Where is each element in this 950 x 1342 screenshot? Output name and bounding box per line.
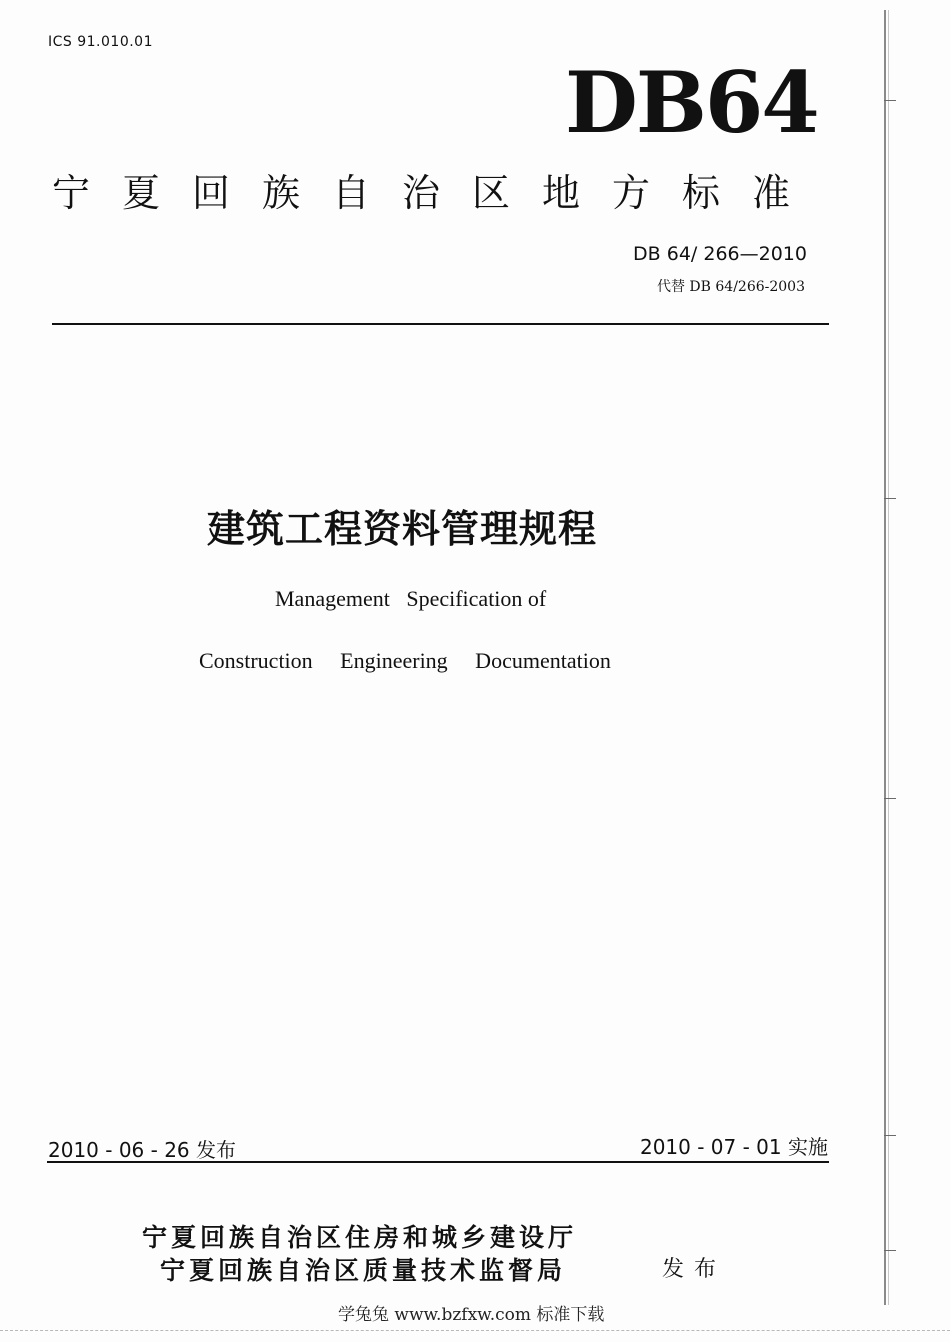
scan-edge-tick — [884, 1250, 896, 1251]
document-title-english-line-2: Construction Engineering Documentation — [199, 648, 611, 673]
effective-date: 2010 - 07 - 01 实施 — [639, 1135, 828, 1159]
header-divider — [52, 323, 829, 325]
standard-type-heading: 宁夏回族自治区地方标准 — [52, 171, 823, 215]
standard-number: DB 64/ 266—2010 — [633, 243, 807, 265]
replaces-standard: 代替 DB 64/266-2003 — [656, 279, 805, 295]
download-watermark: 学兔兔 www.bzfxw.com 标准下载 — [338, 1305, 605, 1325]
footer-divider — [47, 1161, 829, 1163]
scan-edge-tick — [884, 1135, 896, 1136]
issuer-quality-bureau: 宁夏回族自治区质量技术监督局 — [160, 1256, 567, 1285]
document-title-chinese: 建筑工程资料管理规程 — [207, 507, 598, 551]
issuer-housing-department: 宁夏回族自治区住房和城乡建设厅 — [142, 1223, 578, 1252]
db-logo: DB64 — [565, 53, 818, 152]
scan-binding-edge — [884, 10, 886, 1305]
scan-edge-tick — [884, 798, 896, 799]
ics-code: ICS 91.010.01 — [48, 34, 153, 50]
scan-edge-tick — [884, 100, 896, 101]
publish-label: 发布 — [662, 1257, 727, 1282]
document-title-english-line-1: Management Specification of — [275, 586, 547, 611]
issue-date: 2010 - 06 - 26 发布 — [48, 1138, 237, 1162]
scan-edge-tick — [884, 498, 896, 499]
scan-binding-edge-inner — [888, 10, 889, 1305]
scan-bottom-edge — [0, 1330, 950, 1333]
